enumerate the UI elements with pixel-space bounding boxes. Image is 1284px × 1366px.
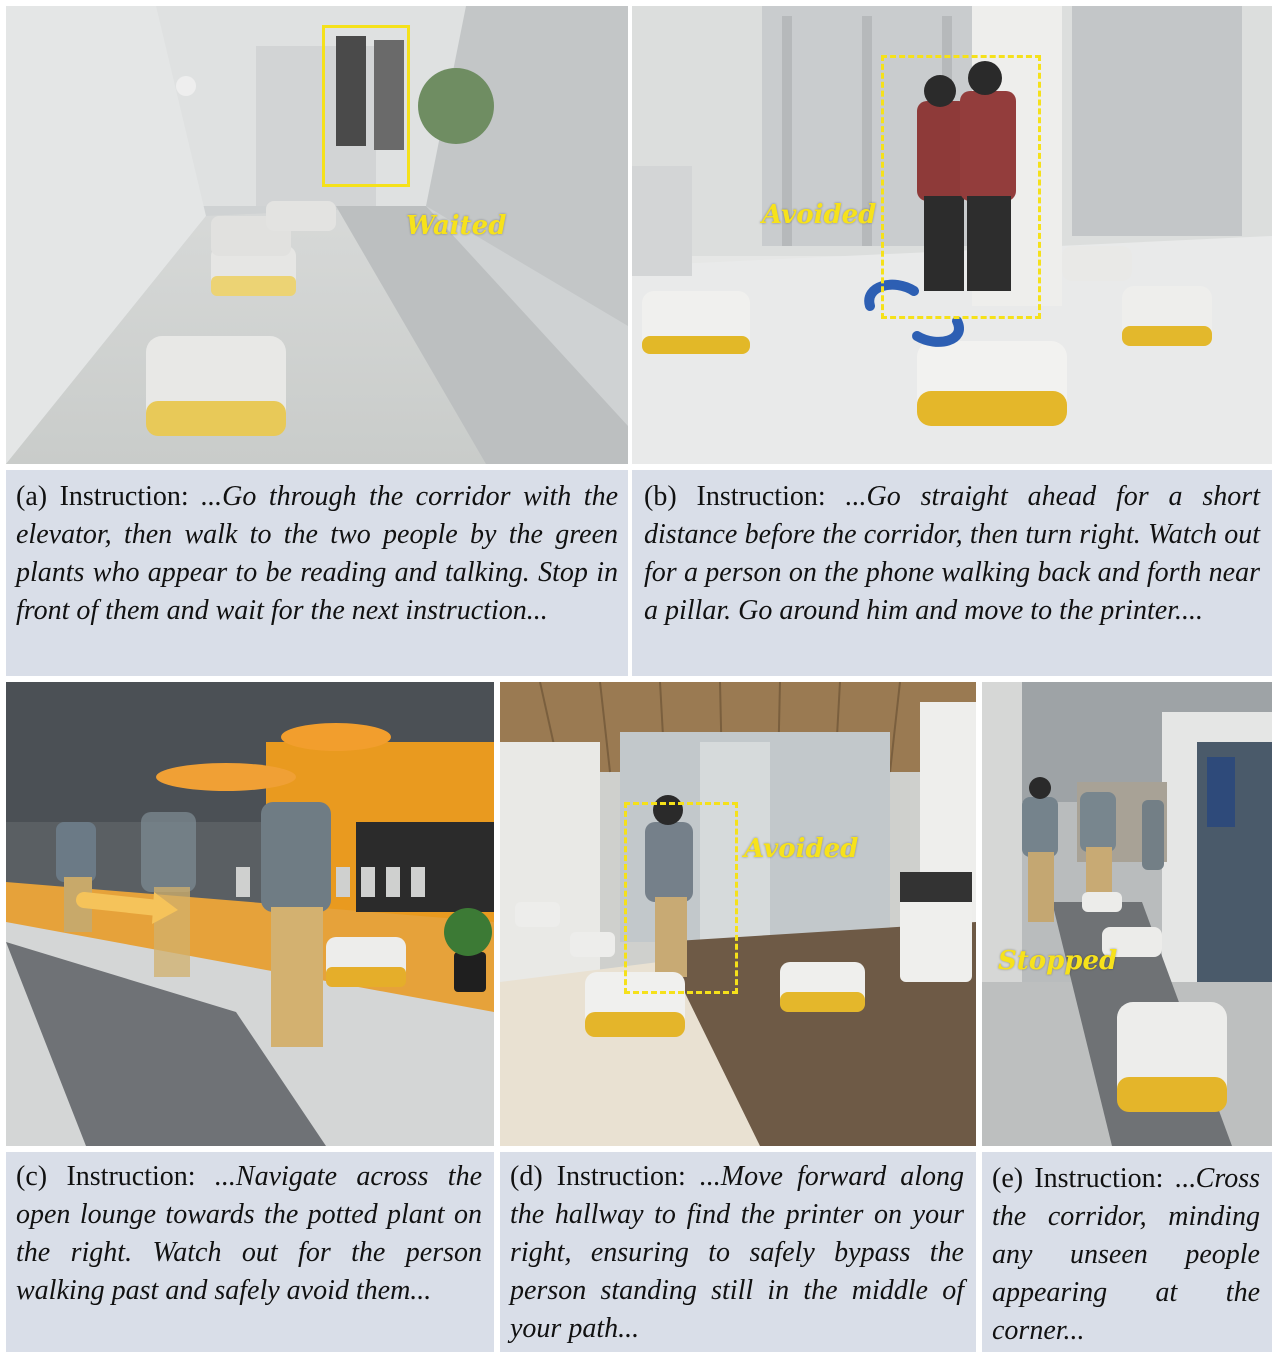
- caption-b-lead: (b) Instruction:: [644, 481, 846, 512]
- panel-c-photo: [6, 682, 494, 1146]
- panel-b-photo: [632, 6, 1272, 464]
- caption-b: [632, 470, 1272, 676]
- caption-e: [982, 1152, 1272, 1352]
- panel-e-photo: [982, 682, 1272, 1146]
- corridor-scene-e: [982, 682, 1272, 1146]
- avoided-tag-d: Avoided: [744, 834, 859, 864]
- people-highlight-box: [322, 25, 410, 187]
- caption-b-instruction: ...Go straight ahead for a short distance before the corridor, then turn right. Watch out for a person on the phone walking back and forth near a pillar. Go around him and move to the printer....: [644, 481, 1260, 626]
- caption-a-instruction: ...Go through the corridor with the elevator, then walk to the two people by the green plants who appear to be reading and talking. Stop in front of them and wait for the next instruction...: [16, 481, 619, 626]
- caption-a: [6, 470, 628, 676]
- hallway-scene-d: [500, 682, 976, 1146]
- panel-a-photo: [6, 6, 628, 464]
- waited-tag: Waited: [406, 211, 507, 241]
- caption-a-lead: (a) Instruction:: [16, 481, 202, 512]
- caption-c: [6, 1152, 494, 1352]
- lounge-scene-c: [6, 682, 494, 1146]
- caption-d-instruction: ...Move forward along the hallway to find the printer on your right, ensuring to safely bypass the person standing still in the middle of your path...: [510, 1161, 964, 1344]
- panel-d-photo: [500, 682, 976, 1146]
- corridor-scene-a: [6, 6, 628, 464]
- caption-d-lead: (d) Instruction:: [510, 1161, 700, 1192]
- person-highlight-box: [881, 55, 1041, 319]
- caption-d: [500, 1152, 976, 1352]
- caption-e-lead: (e) Instruction: ...: [992, 1163, 1196, 1194]
- person-highlight-box-d: [624, 802, 738, 994]
- caption-c-lead: (c) Instruction:: [16, 1161, 215, 1192]
- stopped-tag: Stopped: [998, 946, 1118, 976]
- caption-e-instruction: Cross the corridor, minding any unseen people appearing at the corner...: [992, 1163, 1260, 1346]
- avoided-tag-b: Avoided: [762, 200, 877, 230]
- caption-c-instruction: ...Navigate across the open lounge towards the potted plant on the right. Watch out for the person walking past and safely avoid them...: [16, 1161, 483, 1306]
